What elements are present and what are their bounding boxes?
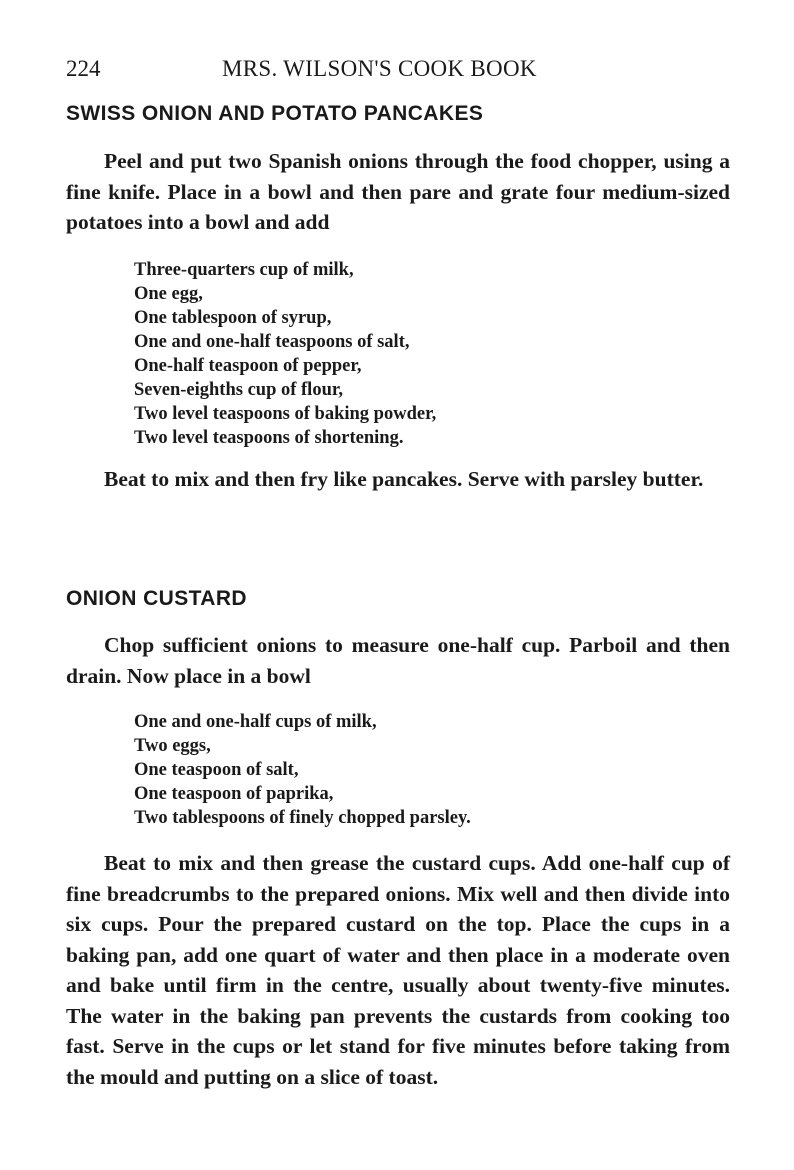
recipe-directions-swiss-pancakes [66,464,730,495]
ingredient-item: One teaspoon of salt, [134,760,299,780]
recipe-directions-text: Beat to mix and then grease the custard cups. Add one-half cup of fine breadcrumbs to the prepared onions. Mix well and then divide into six cups. Pour the prepared custard on the top. Place the cups in a baking pan, add one quart of water and then place in a moderate oven and bake until firm in the centre, usually about twenty-five minutes. The water in the baking pan prevents the custards from cooking too fast. Serve in the cups or let stand for five minutes before taking from the mould and putting on a slice of toast. [66,851,730,1089]
recipe-intro-text: Chop sufficient onions to measure one-half cup. Parboil and then drain. Now place in a bowl [66,633,730,688]
ingredient-item: Two level teaspoons of baking powder, [134,404,437,424]
ingredient-list-swiss-pancakes [134,258,436,450]
ingredient-item: Two level teaspoons of shortening. [134,428,404,448]
page-number: 224 [66,56,101,81]
ingredient-item: Seven-eighths cup of flour, [134,380,344,400]
recipe-intro-text: Peel and put two Spanish onions through the food chopper, using a fine knife. Place in a bowl and then pare and grate four medium-sized potatoes into a bowl and add [66,149,730,234]
ingredient-item: One tablespoon of syrup, [134,308,332,328]
recipe-intro-onion-custard [66,630,730,691]
ingredient-list-onion-custard [134,710,471,830]
ingredient-item: Two eggs, [134,736,211,756]
ingredient-item: One and one-half cups of milk, [134,712,377,732]
recipe-directions-onion-custard [66,848,730,1092]
recipe-intro-swiss-pancakes [66,146,730,238]
recipe-title-onion-custard: ONION CUSTARD [66,587,247,610]
ingredient-item: One egg, [134,284,203,304]
running-head [66,54,730,84]
recipe-directions-text: Beat to mix and then fry like pancakes. Serve with parsley butter. [104,467,704,491]
ingredient-item: Three-quarters cup of milk, [134,260,354,280]
ingredient-item: One teaspoon of paprika, [134,784,334,804]
ingredient-item: One-half teaspoon of pepper, [134,356,362,376]
book-title: MRS. WILSON'S COOK BOOK [222,56,537,81]
ingredient-item: Two tablespoons of finely chopped parsley. [134,808,471,828]
recipe-title-swiss-pancakes: SWISS ONION AND POTATO PANCAKES [66,102,484,125]
ingredient-item: One and one-half teaspoons of salt, [134,332,410,352]
